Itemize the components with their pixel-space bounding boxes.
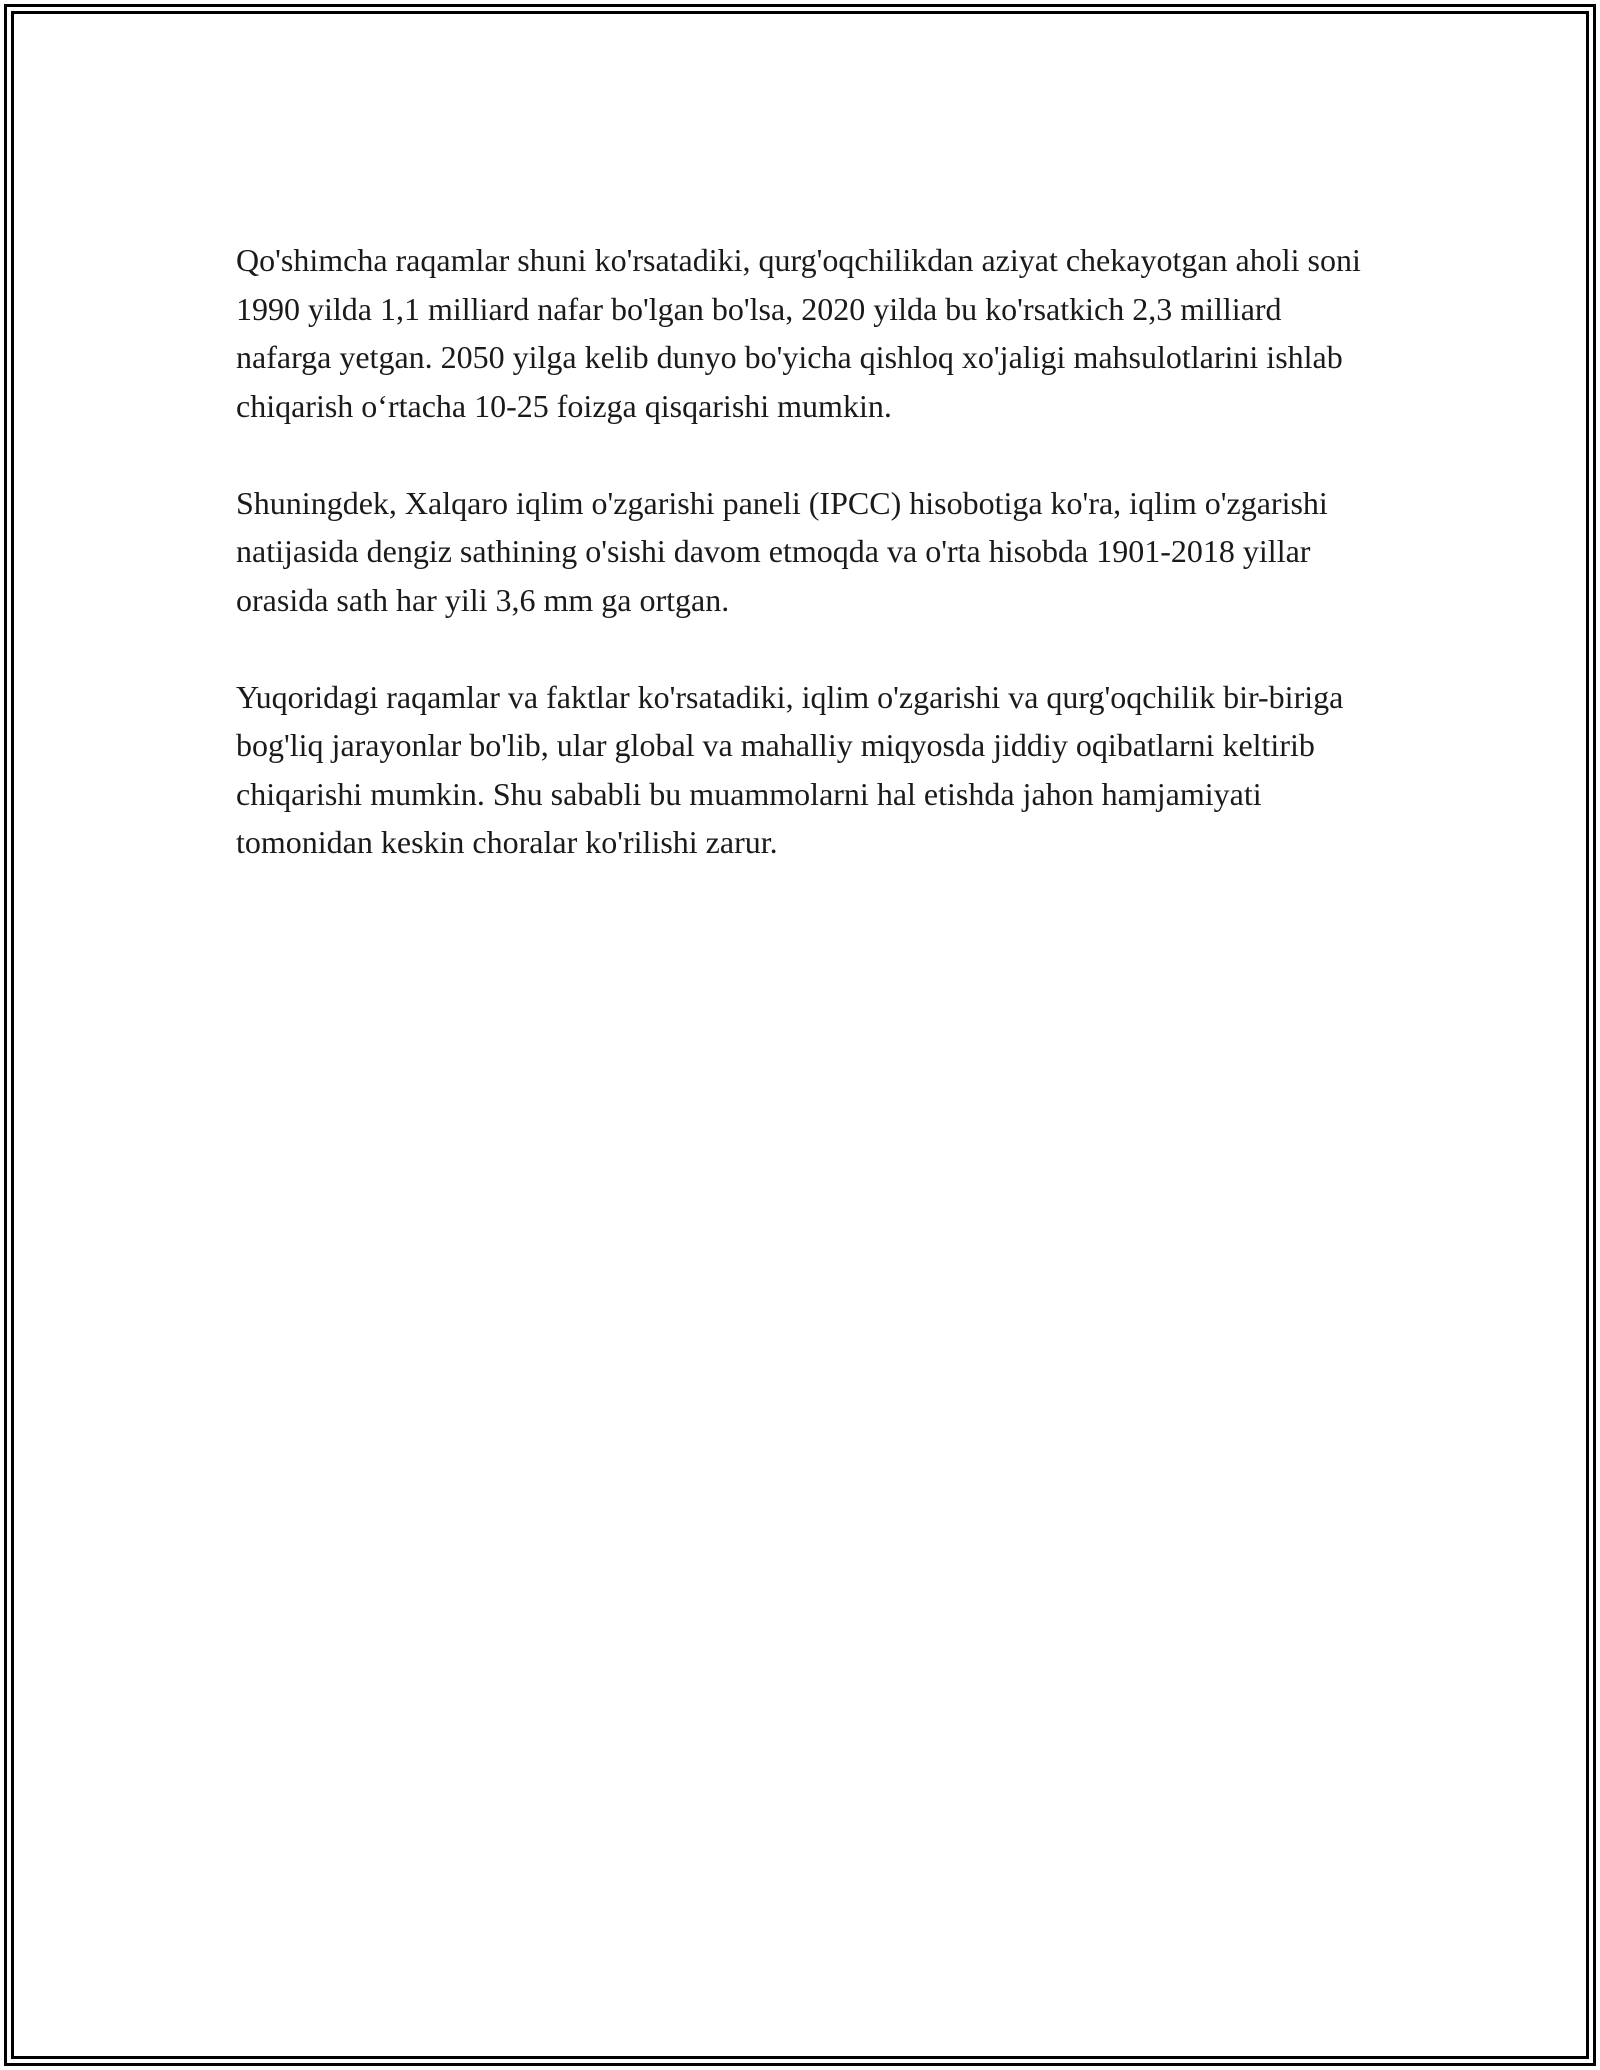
document-body [236,236,1376,867]
paragraph-sea-level-rise: Shuningdek, Xalqaro iqlim o'zgarishi paneli (IPCC) hisobotiga ko'ra, iqlim o'zgarishi natijasida dengiz sathining o'sishi davom etmoqda va o'rta hisobda 1901-2018 yillar orasida sath har yili 3,6 mm ga ortgan. [236,484,1328,618]
paragraph-drought-statistics: Qo'shimcha raqamlar shuni ko'rsatadiki, qurg'oqchilikdan aziyat chekayotgan aholi soni 1990 yilda 1,1 milliard nafar bo'lgan bo'lsa, 2020 yilda bu ko'rsatkich 2,3 milliard nafarga yetgan. 2050 yilga kelib dunyo bo'yicha qishloq xo'jaligi mahsulotlarini ishlab chiqarish o‘rtacha 10-25 foizga qisqarishi mumkin. [236,242,1361,424]
paragraph-conclusion: Yuqoridagi raqamlar va faktlar ko'rsatadiki, iqlim o'zgarishi va qurg'oqchilik bir-biriga bog'liq jarayonlar bo'lib, ular global va mahalliy miqyosda jiddiy oqibatlarni keltirib chiqarishi mumkin. Shu sababli bu muammolarni hal etishda jahon hamjamiyati tomonidan keskin choralar ko'rilishi zarur. [236,678,1344,860]
